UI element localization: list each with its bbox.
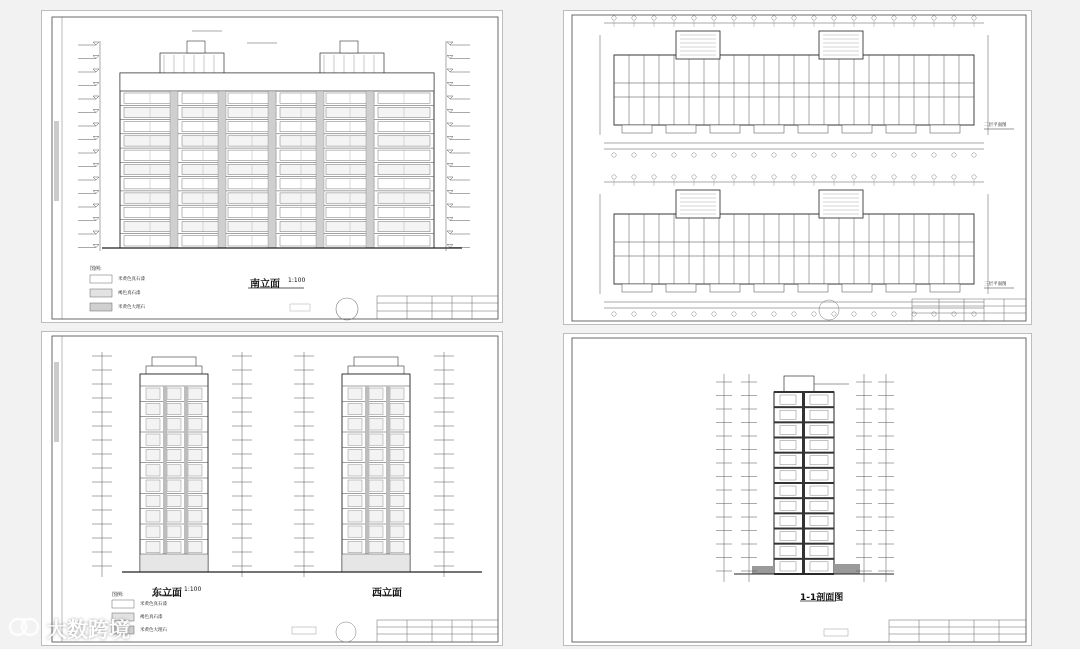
door-opening bbox=[810, 410, 828, 419]
axis-bubble bbox=[712, 312, 716, 316]
axis-bubble bbox=[632, 16, 636, 20]
stone-strip bbox=[184, 386, 188, 572]
level-mark bbox=[447, 56, 453, 59]
door-opening bbox=[810, 395, 828, 404]
sheet-section bbox=[563, 333, 1032, 646]
axis-bubble bbox=[652, 153, 656, 157]
stone-strip bbox=[386, 386, 390, 572]
window bbox=[390, 480, 404, 491]
axis-bubble bbox=[812, 312, 816, 316]
axis-bubble bbox=[712, 16, 716, 20]
upper-plan-title: 二层平面图 bbox=[984, 123, 1007, 128]
door-opening bbox=[780, 562, 796, 571]
axis-bubble bbox=[872, 16, 876, 20]
window bbox=[390, 419, 404, 430]
axis-bubble bbox=[692, 312, 696, 316]
window bbox=[146, 480, 160, 491]
window bbox=[146, 419, 160, 430]
axis-bubble bbox=[772, 175, 776, 179]
stone-strip bbox=[366, 91, 374, 248]
south-legend-item: 米黄色大理石 bbox=[118, 305, 145, 310]
axis-bubble bbox=[872, 153, 876, 157]
ew-legend-item: 米黄色大理石 bbox=[140, 628, 167, 633]
window bbox=[188, 388, 202, 399]
west-elevation-title: 西立面 bbox=[372, 588, 402, 599]
window bbox=[167, 434, 181, 445]
window bbox=[146, 449, 160, 460]
south-legend-item: 褐色真石漆 bbox=[118, 291, 141, 296]
lower-plan-title: 三层平面图 bbox=[984, 282, 1007, 287]
axis-bubble bbox=[872, 312, 876, 316]
axis-bubble bbox=[612, 16, 616, 20]
axis-bubble bbox=[732, 16, 736, 20]
window bbox=[188, 465, 202, 476]
stone-strip bbox=[170, 91, 178, 248]
window bbox=[348, 541, 362, 552]
ew-legend-item: 褐色真石漆 bbox=[140, 615, 163, 620]
window bbox=[390, 449, 404, 460]
balcony bbox=[710, 125, 740, 133]
window bbox=[188, 480, 202, 491]
base-plinth bbox=[342, 554, 410, 572]
axis-bubble bbox=[692, 153, 696, 157]
roof-cap bbox=[187, 41, 205, 53]
level-mark bbox=[447, 42, 453, 45]
balcony bbox=[798, 125, 828, 133]
level-mark bbox=[93, 137, 99, 140]
axis-bubble bbox=[832, 312, 836, 316]
window bbox=[167, 388, 181, 399]
level-mark bbox=[93, 204, 99, 207]
axis-bubble bbox=[692, 16, 696, 20]
axis-bubble bbox=[892, 16, 896, 20]
axis-bubble bbox=[672, 153, 676, 157]
axis-bubble bbox=[872, 175, 876, 179]
balcony bbox=[666, 284, 696, 292]
watermark-text: 大数跨境 bbox=[46, 618, 130, 642]
axis-bubble bbox=[652, 312, 656, 316]
roof-cap bbox=[784, 376, 814, 392]
door-opening bbox=[810, 486, 828, 495]
window bbox=[369, 403, 383, 414]
level-mark bbox=[93, 56, 99, 59]
axis-bubble bbox=[632, 312, 636, 316]
ground-fill bbox=[834, 564, 860, 574]
south-elevation-scale: 1:100 bbox=[288, 277, 306, 284]
door-opening bbox=[810, 425, 828, 434]
door-opening bbox=[810, 562, 828, 571]
axis-bubble bbox=[912, 16, 916, 20]
axis-bubble bbox=[752, 153, 756, 157]
axis-bubble bbox=[712, 175, 716, 179]
axis-bubble bbox=[932, 175, 936, 179]
axis-bubble bbox=[672, 16, 676, 20]
section-drawing bbox=[564, 334, 1032, 646]
roof-tower bbox=[320, 53, 384, 75]
stair-core bbox=[819, 31, 863, 59]
axis-bubble bbox=[852, 175, 856, 179]
axis-bubble bbox=[792, 175, 796, 179]
axis-bubble bbox=[912, 153, 916, 157]
window bbox=[369, 541, 383, 552]
axis-bubble bbox=[952, 312, 956, 316]
level-mark bbox=[447, 150, 453, 153]
window bbox=[369, 434, 383, 445]
level-mark bbox=[93, 231, 99, 234]
window bbox=[167, 511, 181, 522]
window bbox=[348, 511, 362, 522]
door-opening bbox=[780, 395, 796, 404]
level-mark bbox=[447, 231, 453, 234]
door-opening bbox=[780, 486, 796, 495]
axis-bubble bbox=[892, 312, 896, 316]
axis-bubble bbox=[732, 312, 736, 316]
window bbox=[369, 511, 383, 522]
parapet bbox=[146, 366, 202, 374]
window bbox=[146, 541, 160, 552]
axis-bubble bbox=[892, 153, 896, 157]
window bbox=[146, 434, 160, 445]
brand-logo-icon bbox=[8, 615, 42, 644]
level-mark bbox=[447, 191, 453, 194]
window bbox=[188, 434, 202, 445]
stair-core bbox=[819, 190, 863, 218]
axis-bubble bbox=[732, 153, 736, 157]
door-opening bbox=[810, 501, 828, 510]
axis-bubble bbox=[752, 175, 756, 179]
door-opening bbox=[810, 456, 828, 465]
stair-core bbox=[676, 31, 720, 59]
balcony bbox=[886, 284, 916, 292]
axis-bubble bbox=[792, 153, 796, 157]
level-mark bbox=[447, 96, 453, 99]
axis-bubble bbox=[952, 175, 956, 179]
door-opening bbox=[780, 516, 796, 525]
window bbox=[369, 449, 383, 460]
axis-bubble bbox=[632, 175, 636, 179]
level-mark bbox=[93, 83, 99, 86]
axis-bubble bbox=[832, 175, 836, 179]
sheet-floor-plans bbox=[563, 10, 1032, 325]
level-mark bbox=[93, 245, 99, 248]
window bbox=[390, 465, 404, 476]
door-opening bbox=[780, 410, 796, 419]
window bbox=[146, 403, 160, 414]
section-title: 1-1剖面图 bbox=[800, 593, 844, 603]
level-mark bbox=[93, 110, 99, 113]
south-legend-item: 米黄色真石漆 bbox=[118, 277, 145, 282]
window bbox=[167, 541, 181, 552]
axis-bubble bbox=[652, 175, 656, 179]
axis-bubble bbox=[752, 312, 756, 316]
axis-bubble bbox=[772, 312, 776, 316]
ew-legend-item: 米黄色真石漆 bbox=[140, 602, 167, 607]
parapet bbox=[348, 366, 404, 374]
south-legend-heading: 图例: bbox=[90, 266, 102, 272]
level-mark bbox=[447, 164, 453, 167]
window bbox=[369, 480, 383, 491]
window bbox=[146, 526, 160, 537]
window bbox=[146, 495, 160, 506]
level-mark bbox=[447, 110, 453, 113]
east-elevation-title: 东立面 bbox=[152, 588, 182, 599]
east-west-elevations-drawing bbox=[42, 332, 503, 646]
axis-bubble bbox=[972, 16, 976, 20]
window bbox=[348, 403, 362, 414]
axis-bubble bbox=[932, 16, 936, 20]
window bbox=[390, 403, 404, 414]
window bbox=[348, 465, 362, 476]
axis-bubble bbox=[972, 153, 976, 157]
watermark bbox=[8, 614, 130, 644]
balcony bbox=[886, 125, 916, 133]
level-mark bbox=[447, 137, 453, 140]
window bbox=[390, 434, 404, 445]
stone-strip bbox=[218, 91, 226, 248]
level-mark bbox=[93, 123, 99, 126]
axis-bubble bbox=[972, 175, 976, 179]
door-opening bbox=[780, 441, 796, 450]
level-mark bbox=[93, 42, 99, 45]
floor-plans-drawing bbox=[564, 11, 1032, 325]
axis-bubble bbox=[972, 312, 976, 316]
level-mark bbox=[93, 177, 99, 180]
door-opening bbox=[780, 547, 796, 556]
axis-bubble bbox=[672, 175, 676, 179]
level-mark bbox=[447, 245, 453, 248]
level-mark bbox=[93, 69, 99, 72]
sheet-south-elevation bbox=[41, 10, 503, 323]
level-mark bbox=[447, 123, 453, 126]
window bbox=[167, 495, 181, 506]
level-mark bbox=[447, 83, 453, 86]
balcony bbox=[930, 284, 960, 292]
door-opening bbox=[810, 547, 828, 556]
window bbox=[188, 419, 202, 430]
window bbox=[348, 480, 362, 491]
window bbox=[188, 403, 202, 414]
window bbox=[348, 526, 362, 537]
window bbox=[188, 511, 202, 522]
window bbox=[188, 449, 202, 460]
balcony bbox=[622, 125, 652, 133]
level-mark bbox=[447, 218, 453, 221]
axis-bubble bbox=[792, 16, 796, 20]
axis-bubble bbox=[832, 16, 836, 20]
balcony bbox=[754, 125, 784, 133]
door-opening bbox=[810, 471, 828, 480]
level-mark bbox=[447, 177, 453, 180]
window bbox=[390, 495, 404, 506]
axis-bubble bbox=[792, 312, 796, 316]
window bbox=[348, 434, 362, 445]
axis-bubble bbox=[892, 175, 896, 179]
level-mark bbox=[447, 204, 453, 207]
balcony bbox=[666, 125, 696, 133]
balcony bbox=[930, 125, 960, 133]
level-mark bbox=[93, 96, 99, 99]
window bbox=[390, 388, 404, 399]
window bbox=[348, 419, 362, 430]
axis-bubble bbox=[852, 16, 856, 20]
window bbox=[369, 495, 383, 506]
balcony bbox=[710, 284, 740, 292]
level-mark bbox=[93, 150, 99, 153]
axis-bubble bbox=[912, 312, 916, 316]
window bbox=[369, 419, 383, 430]
stone-strip bbox=[365, 386, 369, 572]
east-elevation-scale: 1:100 bbox=[184, 586, 202, 593]
balcony bbox=[842, 284, 872, 292]
axis-bubble bbox=[612, 312, 616, 316]
balcony bbox=[842, 125, 872, 133]
door-opening bbox=[810, 532, 828, 541]
axis-bubble bbox=[612, 175, 616, 179]
balcony bbox=[798, 284, 828, 292]
axis-bubble bbox=[752, 16, 756, 20]
window bbox=[146, 465, 160, 476]
sheet-east-west-elevations bbox=[41, 331, 503, 646]
window bbox=[167, 480, 181, 491]
axis-bubble bbox=[932, 153, 936, 157]
axis-bubble bbox=[852, 312, 856, 316]
axis-bubble bbox=[712, 153, 716, 157]
axis-bubble bbox=[812, 175, 816, 179]
balcony bbox=[622, 284, 652, 292]
level-mark bbox=[93, 218, 99, 221]
stone-strip bbox=[316, 91, 324, 248]
window bbox=[348, 495, 362, 506]
window bbox=[390, 541, 404, 552]
balcony bbox=[754, 284, 784, 292]
roof-cap bbox=[340, 41, 358, 53]
stone-strip bbox=[268, 91, 276, 248]
stair-core bbox=[676, 190, 720, 218]
axis-bubble bbox=[692, 175, 696, 179]
window bbox=[369, 526, 383, 537]
window bbox=[167, 526, 181, 537]
parapet bbox=[120, 73, 434, 91]
level-mark bbox=[447, 69, 453, 72]
axis-bubble bbox=[632, 153, 636, 157]
axis-bubble bbox=[612, 153, 616, 157]
door-opening bbox=[810, 516, 828, 525]
door-opening bbox=[780, 501, 796, 510]
axis-bubble bbox=[812, 153, 816, 157]
axis-bubble bbox=[772, 153, 776, 157]
axis-bubble bbox=[672, 312, 676, 316]
window bbox=[188, 526, 202, 537]
axis-bubble bbox=[652, 16, 656, 20]
window bbox=[167, 403, 181, 414]
axis-bubble bbox=[952, 153, 956, 157]
window bbox=[188, 541, 202, 552]
axis-bubble bbox=[772, 16, 776, 20]
axis-bubble bbox=[952, 16, 956, 20]
window bbox=[390, 511, 404, 522]
window bbox=[167, 465, 181, 476]
ground-fill bbox=[752, 566, 774, 574]
section-wall bbox=[802, 392, 805, 574]
door-opening bbox=[810, 441, 828, 450]
window bbox=[348, 388, 362, 399]
axis-bubble bbox=[812, 16, 816, 20]
window bbox=[146, 511, 160, 522]
stone-strip bbox=[163, 386, 167, 572]
ew-legend-heading: 图例: bbox=[112, 592, 124, 598]
door-opening bbox=[780, 456, 796, 465]
south-elevation-title: 南立面 bbox=[250, 279, 280, 290]
level-mark bbox=[93, 164, 99, 167]
axis-bubble bbox=[932, 312, 936, 316]
axis-bubble bbox=[912, 175, 916, 179]
window bbox=[369, 465, 383, 476]
axis-bubble bbox=[832, 153, 836, 157]
door-opening bbox=[780, 471, 796, 480]
door-opening bbox=[780, 532, 796, 541]
axis-bubble bbox=[732, 175, 736, 179]
roof-tower bbox=[160, 53, 224, 75]
window bbox=[188, 495, 202, 506]
window bbox=[390, 526, 404, 537]
window bbox=[348, 449, 362, 460]
base-plinth bbox=[140, 554, 208, 572]
door-opening bbox=[780, 425, 796, 434]
window bbox=[369, 388, 383, 399]
window bbox=[167, 419, 181, 430]
level-mark bbox=[93, 191, 99, 194]
window bbox=[167, 449, 181, 460]
window bbox=[146, 388, 160, 399]
axis-bubble bbox=[852, 153, 856, 157]
